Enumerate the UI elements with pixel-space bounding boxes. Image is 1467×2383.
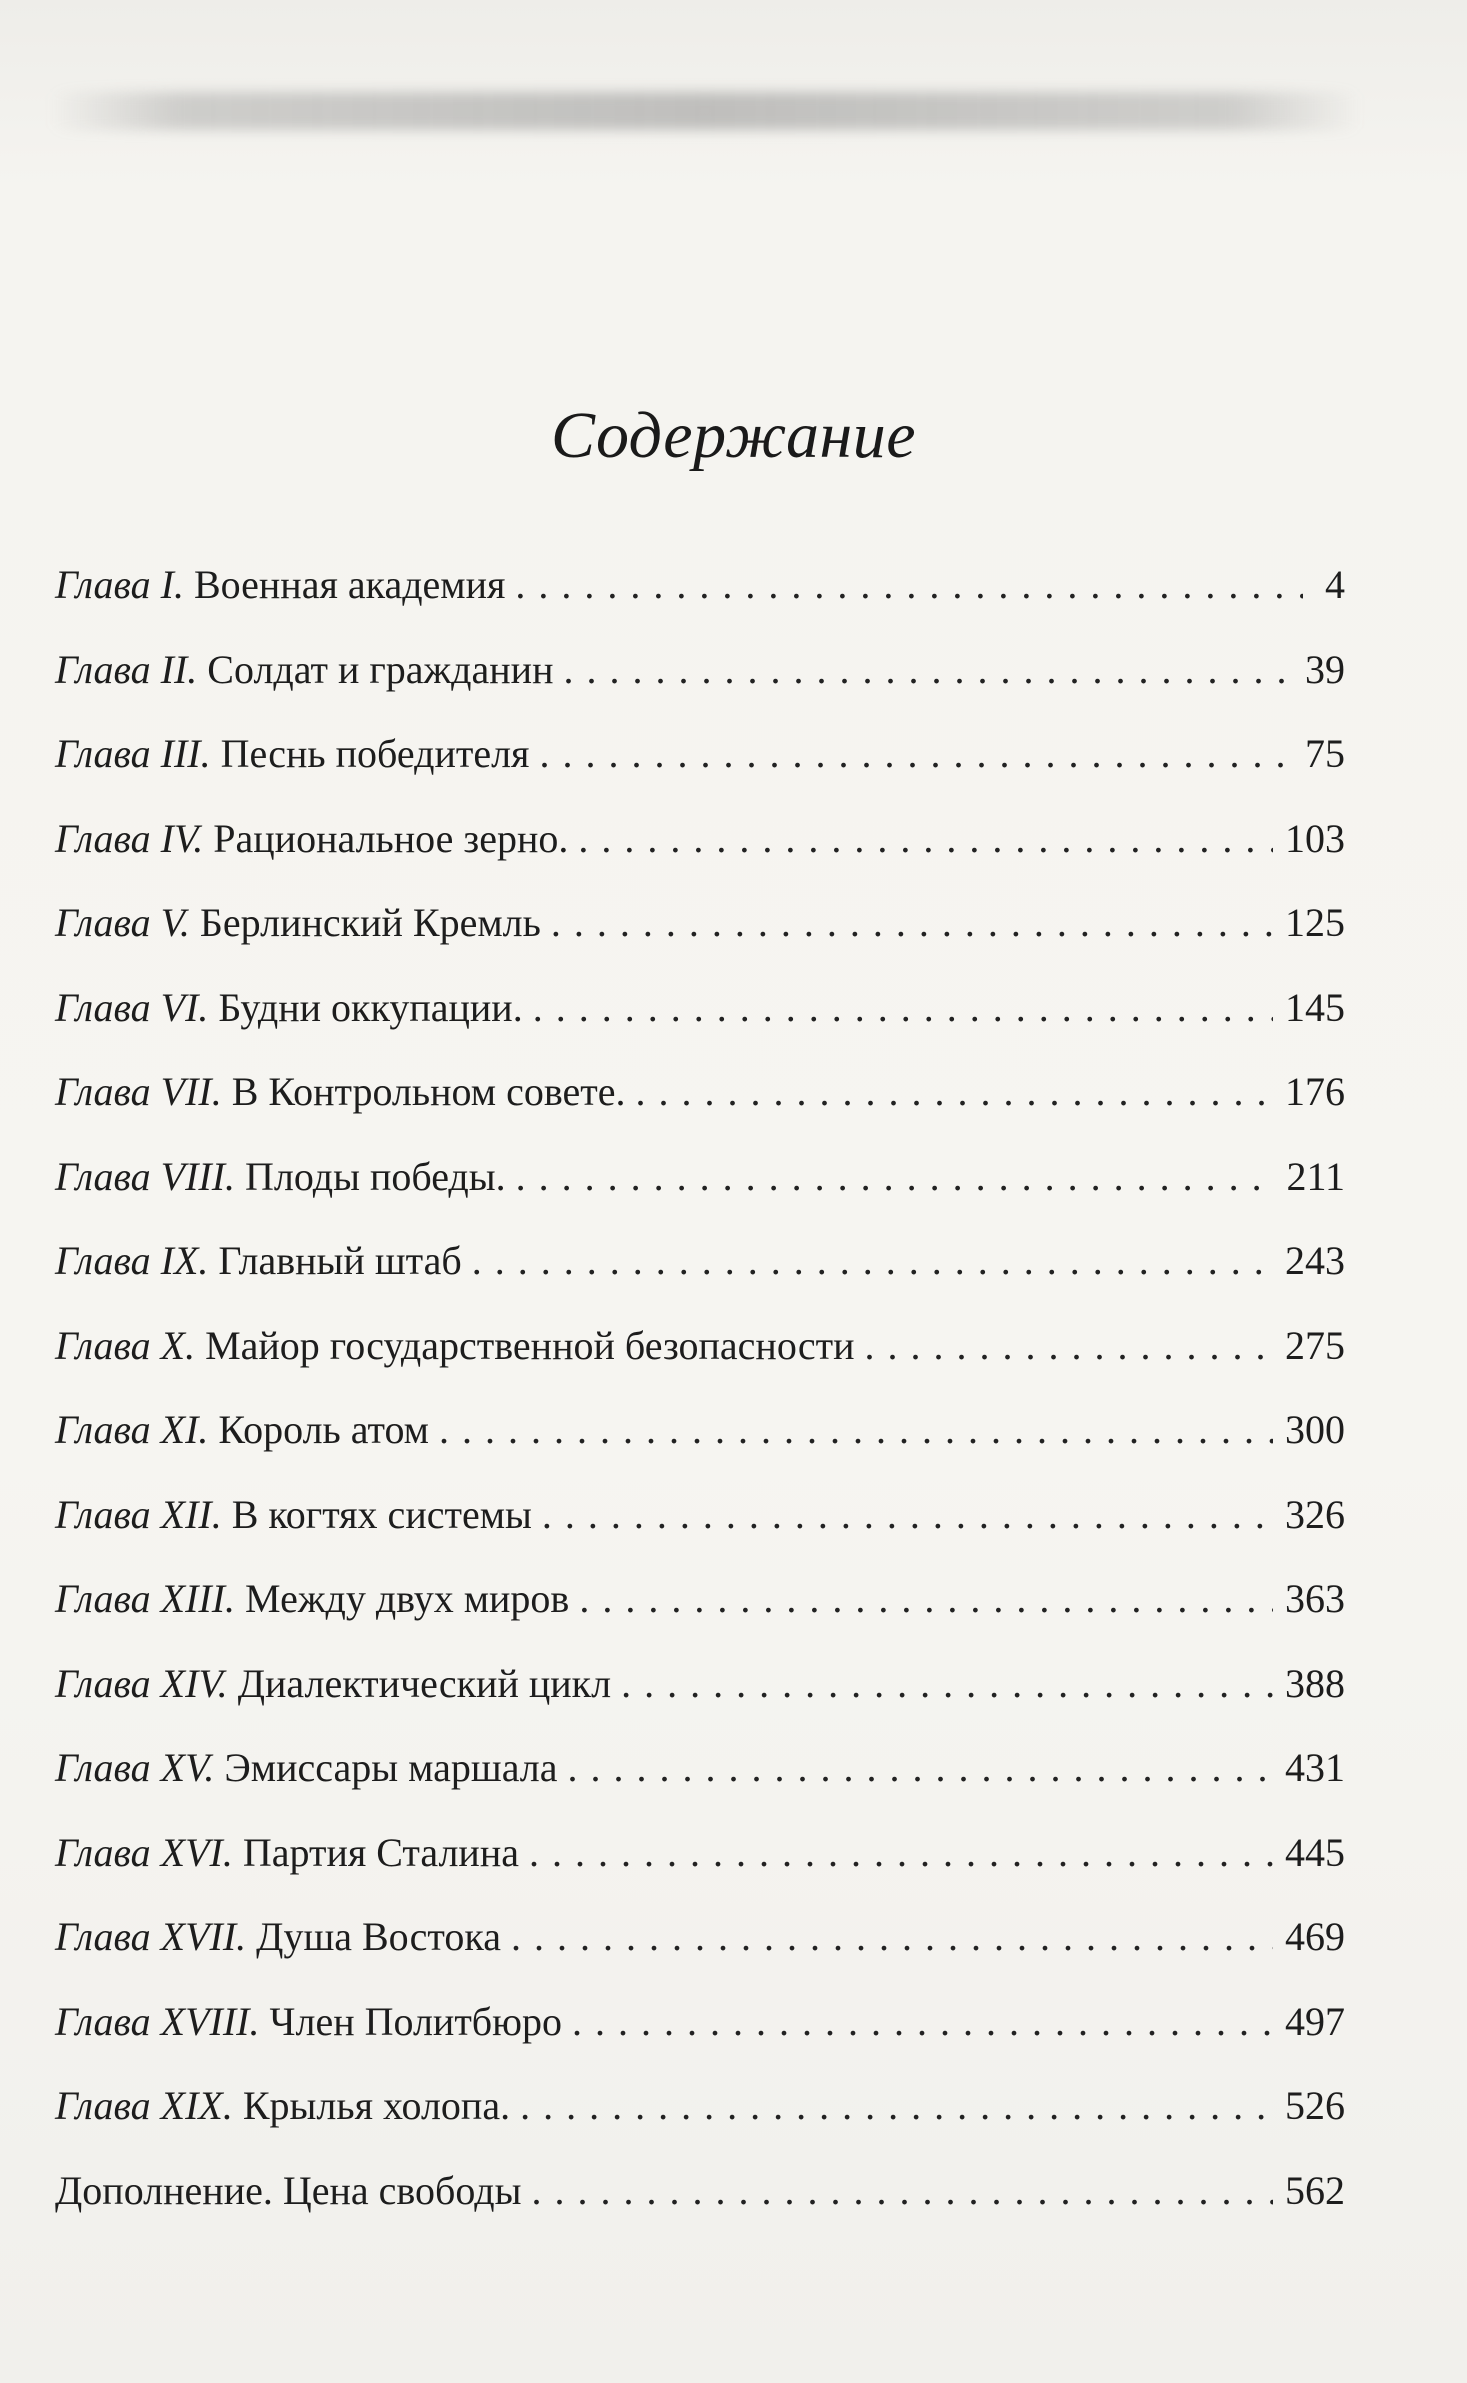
chapter-number: Глава XVI. bbox=[55, 1829, 233, 1875]
chapter-title: Берлинский Кремль bbox=[199, 900, 541, 945]
dot-leader bbox=[472, 1226, 1273, 1296]
dot-leader bbox=[533, 973, 1273, 1043]
toc-entry-label bbox=[55, 1649, 611, 1719]
chapter-title: Душа Востока bbox=[256, 1914, 501, 1959]
toc-entry bbox=[55, 1226, 1345, 1311]
toc-entry bbox=[55, 1311, 1345, 1396]
page-number: 176 bbox=[1285, 1069, 1345, 1114]
chapter-number: Глава XIV. bbox=[55, 1660, 228, 1706]
chapter-title: В когтях системы bbox=[231, 1491, 532, 1537]
dot-leader bbox=[564, 635, 1294, 705]
toc-entry-label bbox=[55, 635, 554, 705]
toc-entry bbox=[55, 1733, 1345, 1818]
page-number: 125 bbox=[1285, 900, 1345, 945]
toc-entry bbox=[55, 804, 1345, 889]
chapter-number: Глава XIX. bbox=[55, 2083, 233, 2128]
chapter-title: Член Политбюро bbox=[269, 1998, 563, 2044]
toc-entry-label bbox=[55, 2156, 521, 2226]
chapter-number: Глава V. bbox=[55, 900, 190, 945]
page-number: 363 bbox=[1285, 1576, 1345, 1621]
page-number: 562 bbox=[1285, 2167, 1345, 2213]
chapter-number: Глава VI. bbox=[55, 984, 209, 1030]
dot-leader bbox=[568, 1733, 1273, 1803]
chapter-title: Между двух миров bbox=[245, 1576, 570, 1621]
table-of-contents bbox=[55, 550, 1345, 2240]
page-number: 275 bbox=[1285, 1322, 1345, 1368]
dot-leader bbox=[539, 719, 1293, 789]
chapter-number: Глава XI. bbox=[55, 1407, 209, 1452]
toc-entry bbox=[55, 1480, 1345, 1565]
toc-entry bbox=[55, 888, 1345, 973]
chapter-number: Глава X. bbox=[55, 1322, 196, 1368]
toc-entry-label bbox=[55, 1226, 462, 1296]
bleed-through-smudge bbox=[50, 92, 1360, 130]
chapter-number: Глава VII. bbox=[55, 1069, 222, 1114]
page-number: 75 bbox=[1305, 731, 1345, 776]
dot-leader bbox=[864, 1311, 1273, 1381]
dot-leader bbox=[542, 1480, 1273, 1550]
dot-leader bbox=[516, 1142, 1275, 1212]
dot-leader bbox=[531, 2156, 1273, 2226]
toc-entry bbox=[55, 2156, 1345, 2241]
chapter-number: Глава III. bbox=[55, 731, 211, 776]
chapter-title: Военная академия bbox=[193, 562, 506, 607]
dot-leader bbox=[515, 550, 1303, 620]
dot-leader bbox=[520, 2071, 1273, 2141]
chapter-title: Песнь победителя bbox=[220, 731, 530, 776]
toc-entry-label bbox=[55, 1987, 562, 2057]
chapter-title: Эмиссары маршала bbox=[224, 1745, 558, 1790]
toc-entry bbox=[55, 1564, 1345, 1649]
toc-entry bbox=[55, 1142, 1345, 1227]
toc-entry-label bbox=[55, 888, 541, 958]
toc-entry-label bbox=[55, 1395, 429, 1465]
page-number: 39 bbox=[1305, 646, 1345, 692]
toc-entry-label bbox=[55, 1480, 532, 1550]
chapter-title: Главный штаб bbox=[218, 1238, 462, 1283]
dot-leader bbox=[636, 1057, 1274, 1127]
dot-leader bbox=[551, 888, 1273, 958]
page-number: 243 bbox=[1285, 1238, 1345, 1283]
toc-entry bbox=[55, 635, 1345, 720]
dot-leader bbox=[511, 1902, 1273, 1972]
chapter-number: Глава II. bbox=[55, 646, 198, 692]
chapter-number: Глава VIII. bbox=[55, 1153, 236, 1199]
page-number: 326 bbox=[1285, 1491, 1345, 1537]
toc-entry-label bbox=[55, 1818, 519, 1888]
dot-leader bbox=[529, 1818, 1273, 1888]
toc-entry bbox=[55, 1902, 1345, 1987]
page-number: 445 bbox=[1285, 1829, 1345, 1875]
chapter-number: Глава XV. bbox=[55, 1745, 215, 1790]
page-title: Содержание bbox=[550, 399, 916, 472]
toc-entry-label bbox=[55, 1311, 854, 1381]
page-number: 497 bbox=[1285, 1998, 1345, 2044]
chapter-number: Глава IV. bbox=[55, 815, 204, 861]
toc-entry-label bbox=[55, 550, 505, 620]
chapter-title: Крылья холопа. bbox=[242, 2083, 511, 2128]
dot-leader bbox=[439, 1395, 1273, 1465]
toc-entry bbox=[55, 973, 1345, 1058]
chapter-title: Король атом bbox=[218, 1407, 429, 1452]
chapter-number: Глава XVIII. bbox=[55, 1998, 260, 2044]
chapter-title: Рациональное зерно. bbox=[213, 815, 569, 861]
page-number: 103 bbox=[1285, 815, 1345, 861]
toc-entry-label bbox=[55, 1564, 569, 1634]
toc-entry bbox=[55, 1395, 1345, 1480]
chapter-number: Глава XVII. bbox=[55, 1914, 247, 1959]
toc-entry-label bbox=[55, 1142, 506, 1212]
dot-leader bbox=[579, 1564, 1273, 1634]
toc-entry bbox=[55, 1818, 1345, 1903]
page-number: 4 bbox=[1325, 562, 1345, 607]
dot-leader bbox=[572, 1987, 1273, 2057]
toc-entry-label bbox=[55, 1057, 626, 1127]
chapter-title: Будни оккупации. bbox=[218, 984, 523, 1030]
toc-entry-label bbox=[55, 719, 529, 789]
dot-leader bbox=[621, 1649, 1273, 1719]
toc-entry-label bbox=[55, 1733, 558, 1803]
chapter-number: Глава XII. bbox=[55, 1491, 222, 1537]
page-number: 145 bbox=[1285, 984, 1345, 1030]
toc-entry-label bbox=[55, 2071, 510, 2141]
toc-entry bbox=[55, 2071, 1345, 2156]
toc-entry bbox=[55, 1987, 1345, 2072]
dot-leader bbox=[578, 804, 1273, 874]
toc-entry-label bbox=[55, 804, 568, 874]
toc-entry bbox=[55, 1649, 1345, 1734]
page-number: 469 bbox=[1285, 1914, 1345, 1959]
chapter-number: Глава I. bbox=[55, 562, 184, 607]
page-number: 388 bbox=[1285, 1660, 1345, 1706]
chapter-title: Плоды победы. bbox=[245, 1153, 506, 1199]
toc-entry-label bbox=[55, 973, 523, 1043]
toc-entry bbox=[55, 1057, 1345, 1142]
toc-entry bbox=[55, 719, 1345, 804]
chapter-title: Партия Сталина bbox=[242, 1829, 519, 1875]
page-number: 211 bbox=[1286, 1153, 1345, 1199]
chapter-title: Диалектический цикл bbox=[237, 1660, 612, 1706]
page-number: 526 bbox=[1285, 2083, 1345, 2128]
page-number: 431 bbox=[1285, 1745, 1345, 1790]
toc-entry-label bbox=[55, 1902, 501, 1972]
chapter-number: Глава IX. bbox=[55, 1238, 209, 1283]
chapter-number: Глава XIII. bbox=[55, 1576, 236, 1621]
chapter-title: Дополнение. Цена свободы bbox=[55, 2167, 522, 2213]
page-number: 300 bbox=[1285, 1407, 1345, 1452]
chapter-title: Солдат и гражданин bbox=[207, 646, 554, 692]
toc-entry bbox=[55, 550, 1345, 635]
chapter-title: В Контрольном совете. bbox=[231, 1069, 626, 1114]
chapter-title: Майор государственной безопасности bbox=[205, 1322, 855, 1368]
